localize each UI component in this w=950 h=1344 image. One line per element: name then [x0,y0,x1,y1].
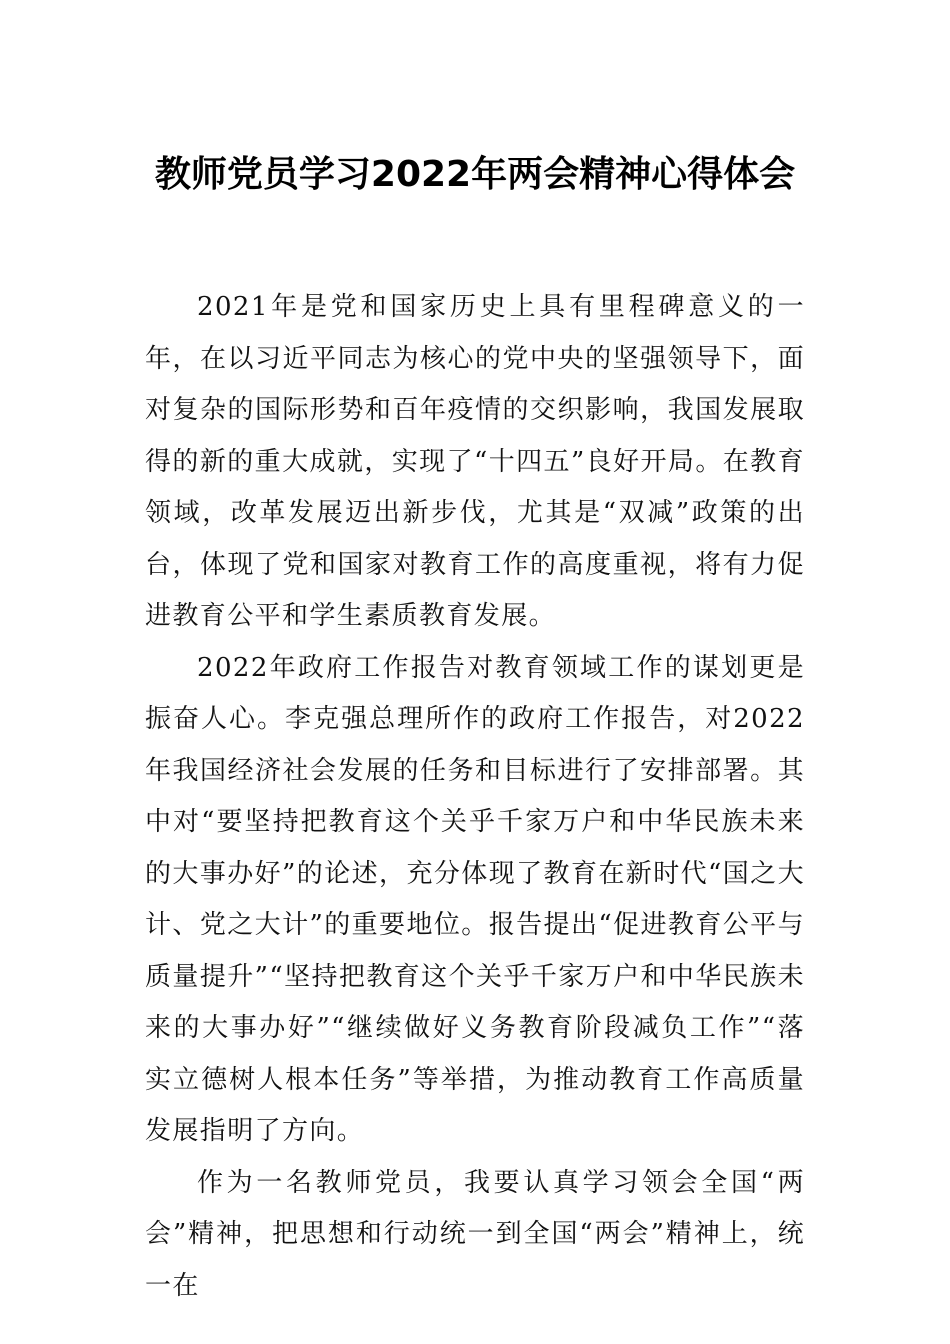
paragraph-1: 2021年是党和国家历史上具有里程碑意义的一年，在以习近平同志为核心的党中央的坚强领导下，面对复杂的国际形势和百年疫情的交织影响，我国发展取得的新的重大成就，实现了“十四五”良好开局。在教育领域，改革发展迈出新步伐，尤其是“双减”政策的出台，体现了党和国家对教育工作的高度重视，将有力促进教育公平和学生素质教育发展。 [145,292,805,631]
paragraph-2: 2022年政府工作报告对教育领域工作的谋划更是振奋人心。李克强总理所作的政府工作报告，对2022年我国经济社会发展的任务和目标进行了安排部署。其中对“要坚持把教育这个关乎千家万户和中华民族未来的大事办好”的论述，充分体现了教育在新时代“国之大计、党之大计”的重要地位。报告提出“促进教育公平与质量提升”“坚持把教育这个关乎千家万户和中华民族未来的大事办好”“继续做好义务教育阶段减负工作”“落实立德树人根本任务”等举措，为推动教育工作高质量发展指明了方向。 [145,652,805,1146]
paragraph-3: 作为一名教师党员，我要认真学习领会全国“两会”精神，把思想和行动统一到全国“两会”精神上，统一在 [145,1167,805,1301]
document-body [145,282,805,1312]
document-title: 教师党员学习2022年两会精神心得体会 [154,154,796,195]
